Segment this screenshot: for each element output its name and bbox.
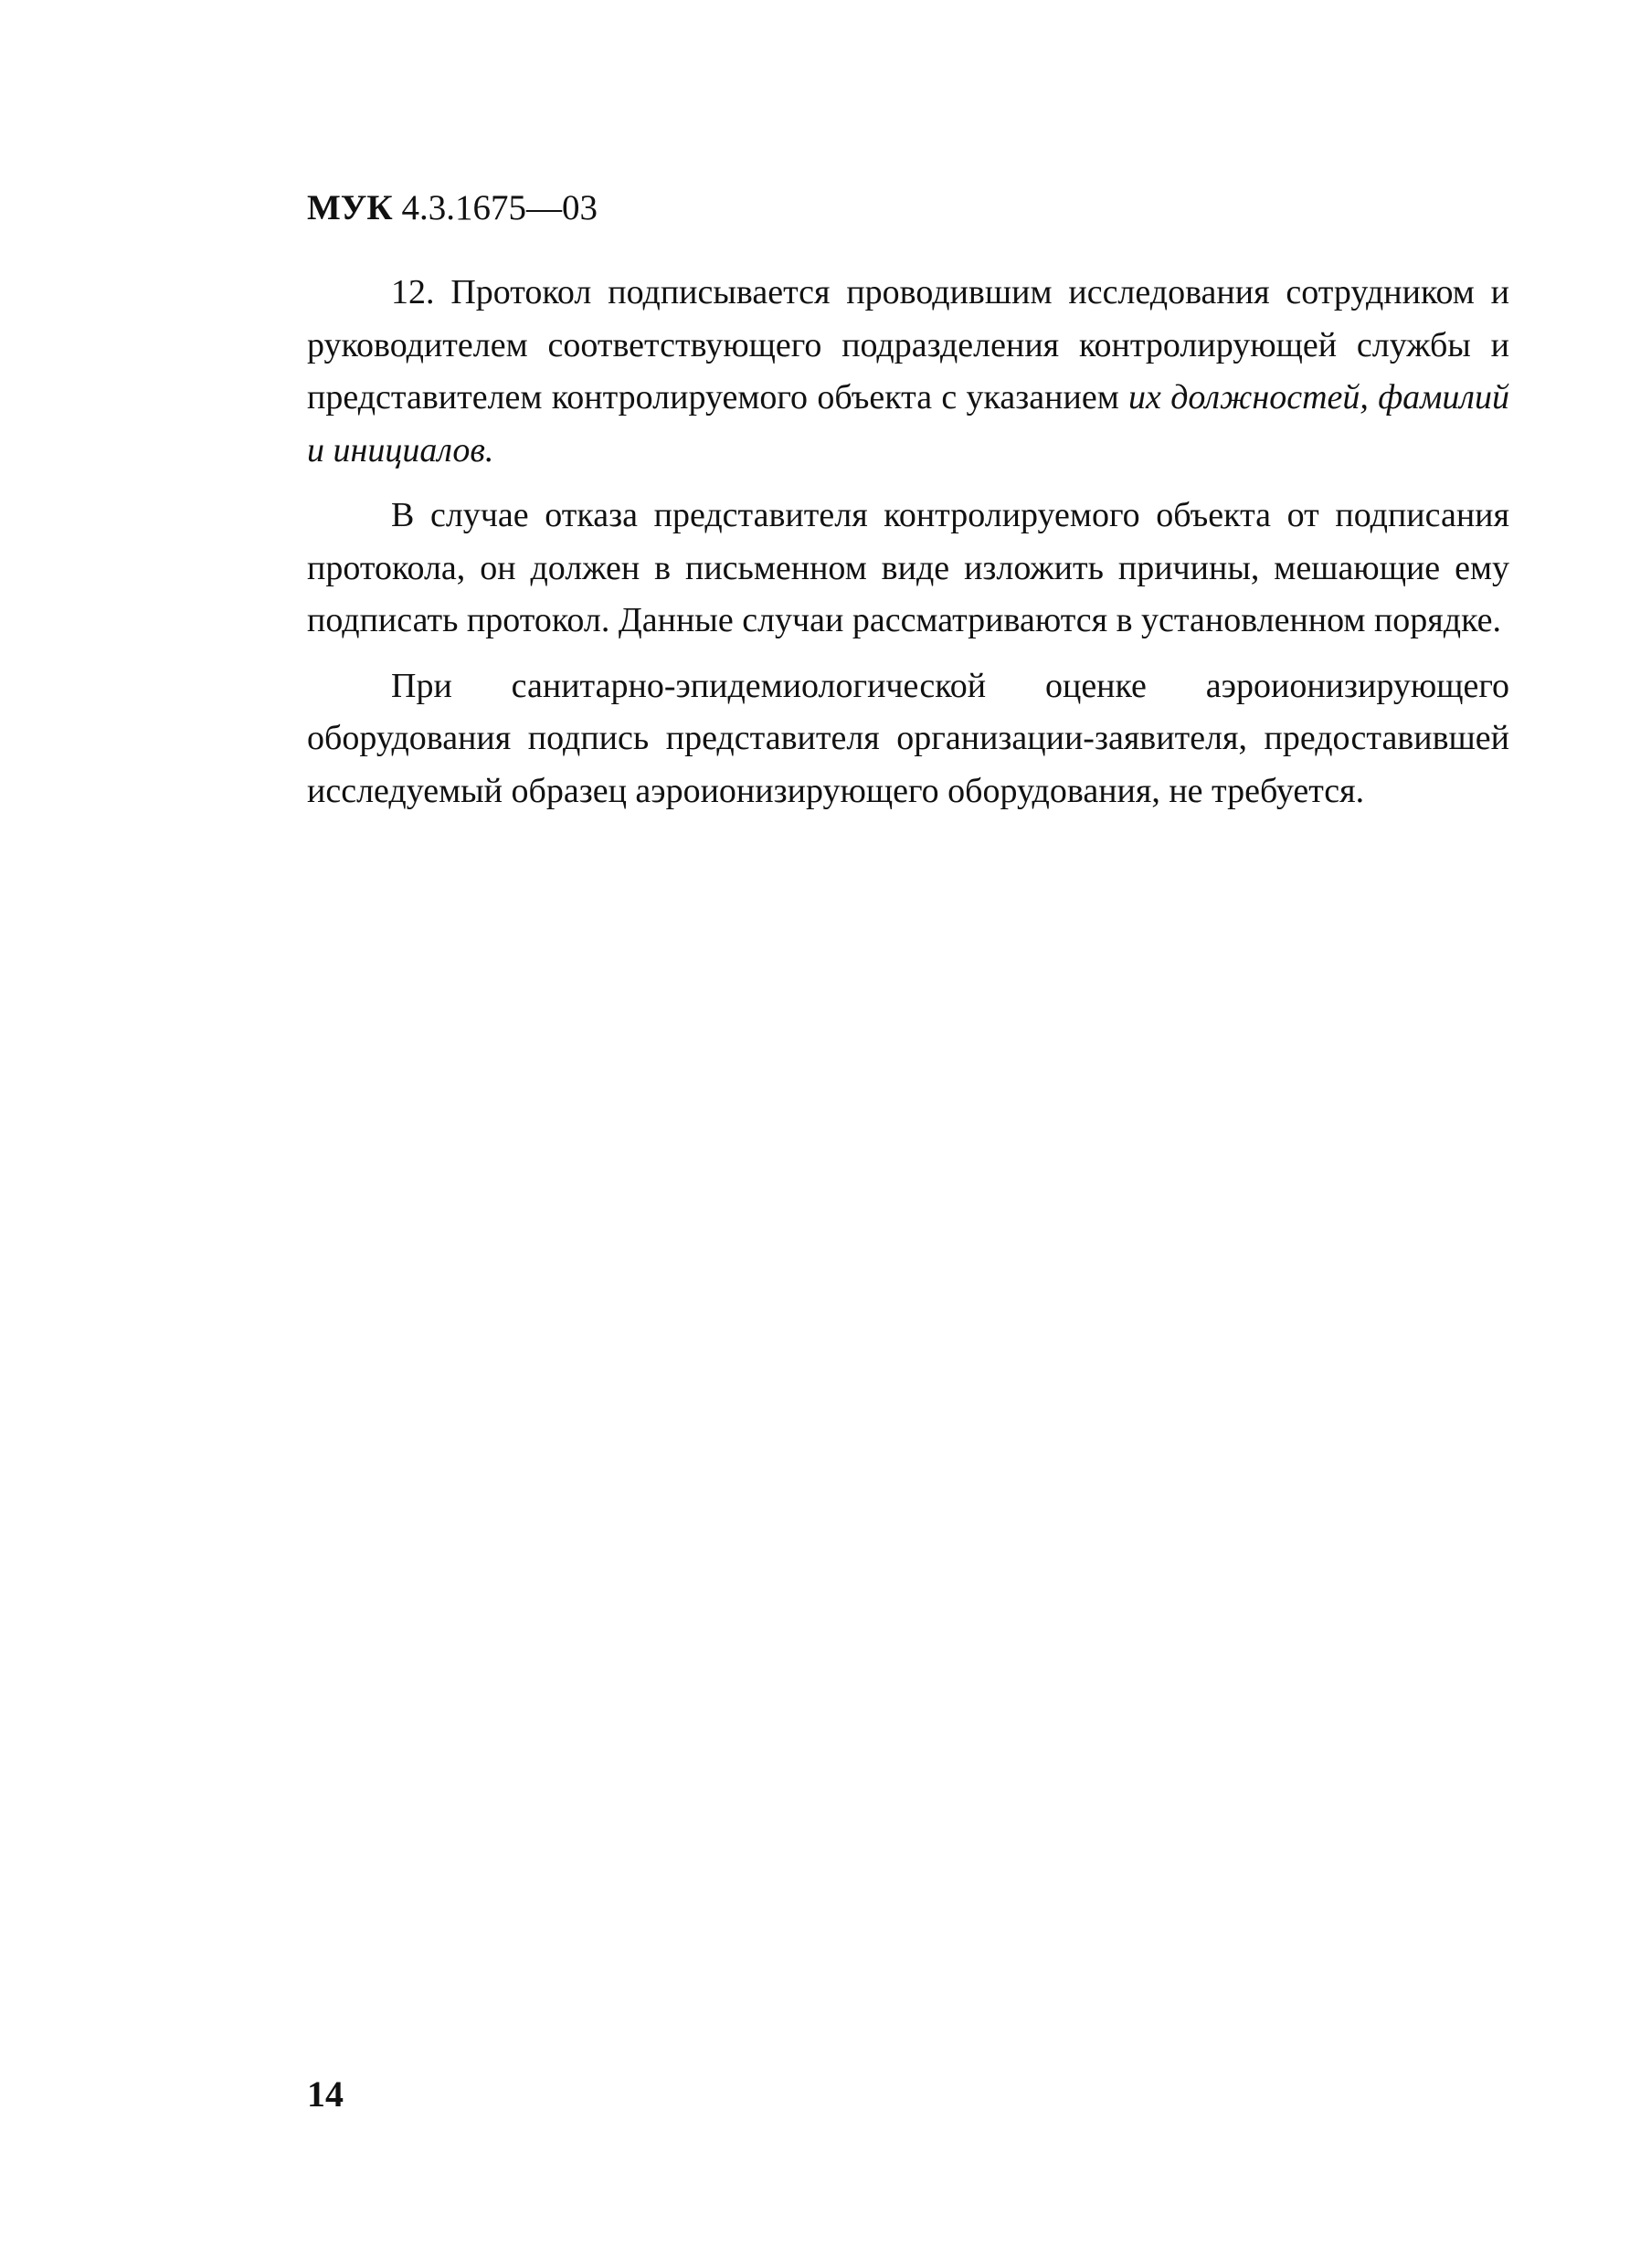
paragraph-protocol-signing bbox=[307, 267, 1509, 477]
paragraph-sanitary-assessment: При санитарно-эпидемиологической оценке аэроионизирующего оборудования подпись представителя организации-заявителя, предоставившей исследуемый образец аэроионизирующего оборудования, не требуется. bbox=[307, 666, 1509, 810]
page-number: 14 bbox=[307, 2073, 344, 2115]
paragraph-protocol-signing-italic: их должностей, фамилий и инициалов. bbox=[307, 378, 1509, 469]
document-body bbox=[307, 267, 1509, 830]
paragraph-protocol-signing-text: 12. Протокол подписывается проводившим исследования сотрудником и руководителем соответствующего подразделения контролирующей службы и представителем контролируемого объекта с указанием bbox=[307, 273, 1509, 417]
paragraph-refusal-case: В случае отказа представителя контролируемого объекта от подписания протокола, он должен в письменном виде изложить причины, мешающие ему подписать протокол. Данные случаи рассматриваются в установленном порядке. bbox=[307, 496, 1509, 639]
document-code-label: МУК bbox=[307, 188, 393, 227]
document-code-number: 4.3.1675—03 bbox=[401, 188, 598, 227]
document-header bbox=[307, 183, 598, 234]
